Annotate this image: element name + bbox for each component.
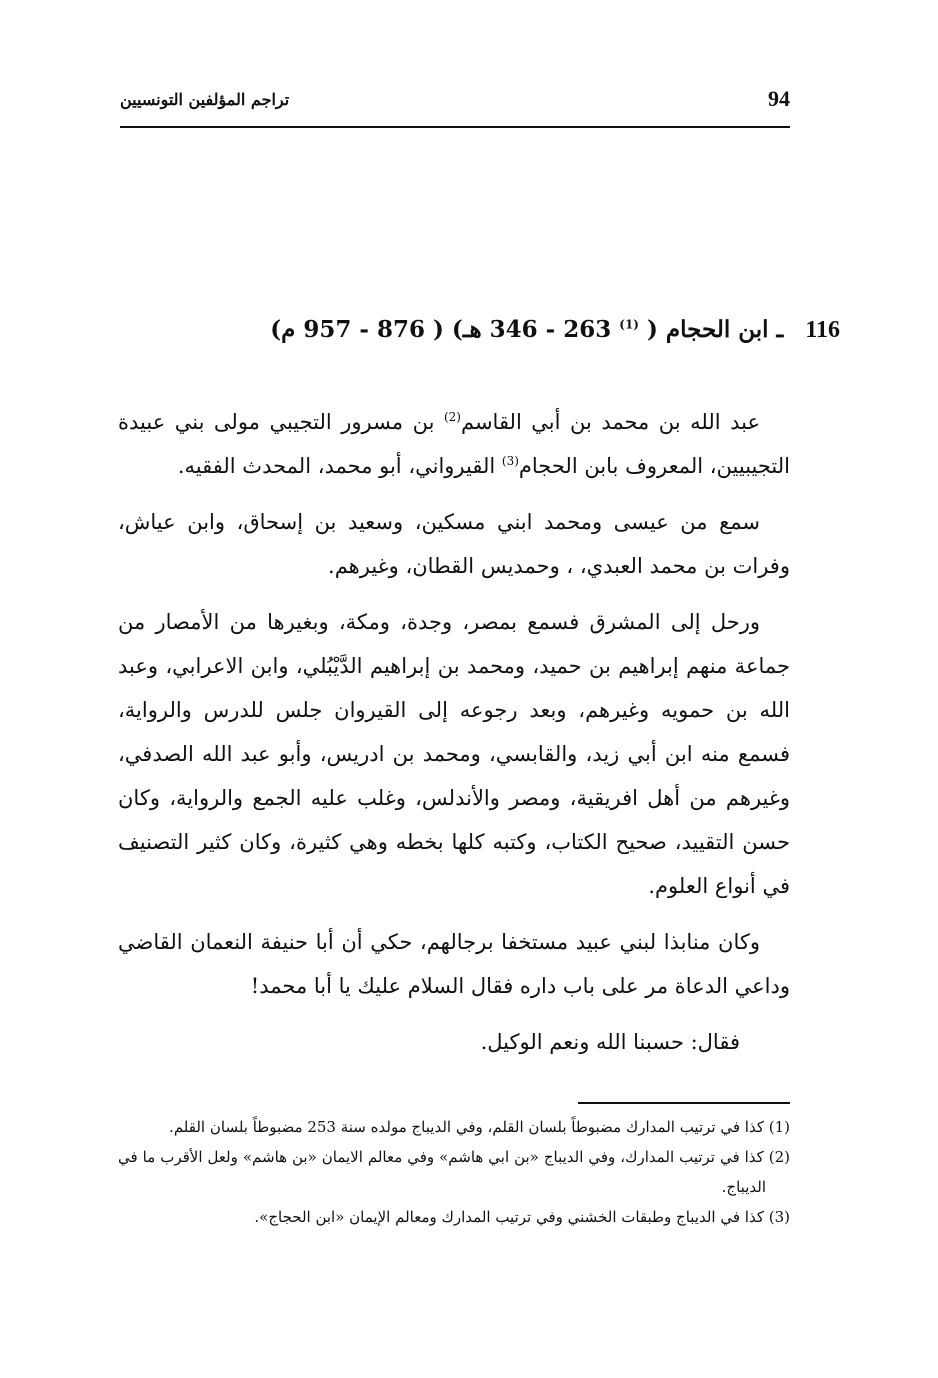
paragraph-3: ورحل إلى المشرق فسمع بمصر، وجدة، ومكة، وبغيرها من الأمصار من جماعة منهم إبراهيم بن حميد، ومحمد بن إبراهيم الدَّيْبُلي، وابن الاعرابي، وعبد الله بن حمويه وغيرهم، وبعد رجوعه إلى القيروان جلس للدرس والرواية، فسمع منه ابن أبي زيد، والقابسي، ومحمد بن ادريس، وأبو عبد الله الصدفي، وغيرهم من أهل افريقية، ومصر والأندلس، وغلب عليه الجمع والرواية، وكان حسن التقييد، صحيح الكتاب، وكتبه كلها بخطه وهي كثيرة، وكان كثير التصنيف في أنواع العلوم. bbox=[118, 610, 790, 898]
entry-heading bbox=[260, 316, 840, 344]
entry-number: 116 bbox=[805, 317, 840, 343]
footnote-divider bbox=[578, 1102, 790, 1104]
page-number: 94 bbox=[768, 86, 790, 111]
footnotes bbox=[118, 1112, 790, 1232]
paragraph-1-part-c: القيرواني، أبو محمد، المحدث الفقيه. bbox=[177, 454, 502, 478]
paragraph-4: وكان منابذا لبني عبيد مستخفا برجالهم، حكي أن أبا حنيفة النعمان القاضي وداعي الدعاة مر على باب داره فقال السلام عليك يا أبا محمد! bbox=[118, 930, 790, 998]
footnote-2: (2) كذا في ترتيب المدارك، وفي الديباج «بن ابي هاشم» وفي معالم الايمان «بن هاشم» ولعل الأقرب ما في الديباج. bbox=[118, 1148, 790, 1196]
paragraph-1 bbox=[118, 400, 790, 488]
entry-dates: 263 - 346 هـ) ( 876 - 957 م) bbox=[270, 316, 612, 343]
body-text bbox=[118, 400, 790, 1076]
entry-name: ـ ابن الحجام ( bbox=[647, 316, 784, 343]
paragraph-1-part-a: عبد الله بن محمد بن أبي القاسم bbox=[460, 410, 760, 434]
footnote-ref-1: (1) bbox=[619, 317, 639, 332]
running-header bbox=[120, 86, 790, 128]
footnote-ref-3: (3) bbox=[501, 454, 519, 468]
footnote-3: (3) كذا في الديباج وطبقات الخشني وفي ترتيب المدارك ومعالم الإيمان «ابن الحجاج». bbox=[254, 1208, 790, 1226]
paragraph-5: فقال: حسبنا الله ونعم الوكيل. bbox=[480, 1030, 740, 1054]
footnote-1: (1) كذا في ترتيب المدارك مضبوطاً بلسان القلم، وفي الديباج مولده سنة 253 مضبوطاً بلسان القلم. bbox=[169, 1118, 790, 1136]
paragraph-2: سمع من عيسى ومحمد ابني مسكين، وسعيد بن إسحاق، وابن عياش، وفرات بن محمد العبدي، ، وحمديس القطان، وغيرهم. bbox=[118, 510, 790, 578]
footnote-ref-2: (2) bbox=[443, 410, 461, 424]
paragraph-1-part-b: بن مسرور التجيبي مولى بني عبيدة التجيبيين، المعروف بابن الحجام bbox=[118, 410, 790, 478]
running-title: تراجم المؤلفين التونسيين bbox=[120, 90, 290, 109]
